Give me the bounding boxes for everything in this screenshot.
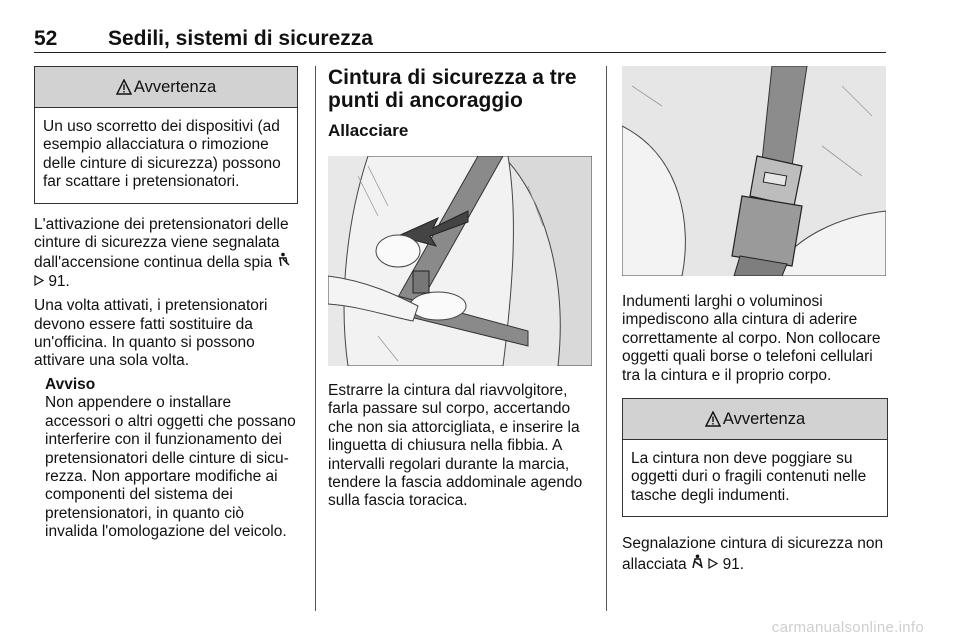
watermark: carmanualsonline.info [771, 619, 924, 636]
warning-box [622, 398, 888, 517]
column-3 [622, 293, 888, 574]
paragraph: Indumenti larghi o voluminosi impediscono alla cintura di aderire correttamente al corpo. Non collocare oggetti quali borse o telefoni cellulari tra la cintura e il proprio corpo. [622, 293, 881, 384]
page-number: 52 [34, 27, 58, 50]
warning-header [35, 67, 297, 108]
warning-text: La cintura non deve poggiare su oggetti duri o fragili contenuti nelle tasche degli indumenti. [631, 450, 867, 504]
column-divider [606, 66, 607, 611]
warning-title: Avvertenza [722, 409, 806, 428]
seatbelt-fastening-illustration [328, 156, 592, 366]
note-block [34, 376, 298, 542]
header-rule [34, 52, 886, 53]
warning-box [34, 66, 298, 204]
warning-triangle-icon [116, 79, 132, 95]
paragraph: Estrarre la cintura dal riavvolgitore, farla passare sul corpo, accertando che non sia attorcigliata, e inserire la linguetta di chiusura nella fibbia. A intervalli regolari durante la marcia, tendere la fascia addominale agendo sulla fascia toracica. [328, 382, 583, 510]
page-title: Sedili, sistemi di sicurezza [108, 27, 373, 50]
seatbelt-pretensioner-icon [277, 252, 291, 267]
paragraph: Una volta attivati, i pretensionatori devono essere fatti sostituire da un'officina. In quanto si possono attivare una sola volta. [34, 297, 268, 370]
paragraph [622, 535, 888, 574]
column-1 [34, 66, 298, 542]
page-reference-icon [708, 558, 718, 569]
column-2-text [328, 382, 594, 511]
page-reference-icon [34, 275, 44, 286]
section-heading: Cintura di sicurezza a tre punti di ancoraggio [328, 66, 577, 112]
column-2 [328, 66, 592, 140]
warning-title: Avvertenza [133, 77, 217, 96]
page-reference: 91. [48, 272, 70, 290]
note-title: Avviso [45, 375, 96, 393]
paragraph-text: L'attivazione dei pretensionatori delle cinture di sicurezza viene segnalata dall'accensione continua della spia [34, 215, 289, 272]
seatbelt-buckle-illustration [622, 66, 886, 276]
seatbelt-reminder-icon [691, 554, 704, 569]
note-text: Non appendere o installare accessori o altri oggetti che possano interferire con il funzionamento dei pretensionatori delle cinture di sicu-rezza. Non apportare modifiche ai componenti del sistema dei pretensionatori, in quanto ciò invalida l'omologazione del veicolo. [45, 394, 296, 541]
warning-triangle-icon [705, 411, 721, 427]
section-subheading: Allacciare [328, 121, 409, 140]
warning-header [623, 399, 887, 440]
paragraph [34, 216, 298, 292]
warning-text: Un uso scorretto dei dispositivi (ad esempio allacciatura o rimozione delle cinture di sicurezza) possono far scattare i pretensionatori. [43, 118, 281, 191]
paragraph-text: Segnalazione cintura di sicurezza non allacciata [622, 535, 884, 573]
column-divider [315, 66, 316, 611]
page-reference: 91. [722, 555, 745, 573]
